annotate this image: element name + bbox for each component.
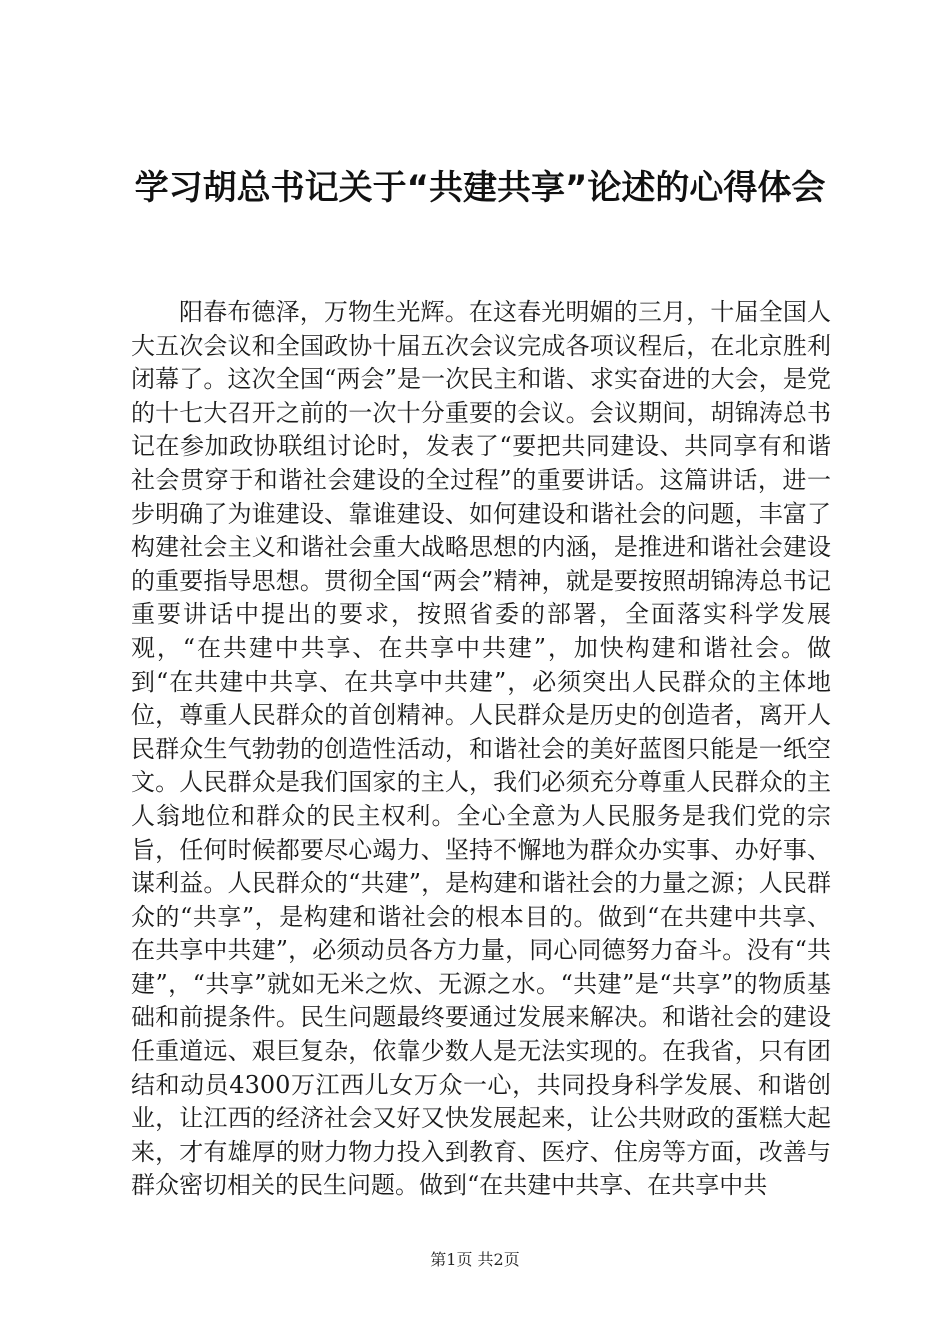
page-number-footer: 第1页 共2页 bbox=[430, 1250, 520, 1269]
body-paragraph: 阳春布德泽，万物生光辉。在这春光明媚的三月，十届全国人大五次会议和全国政协十届五次会议完成各项议程后，在北京胜利闭幕了。这次全国“两会”是一次民主和谐、求实奋进的大会，是党的十七大召开之前的一次十分重要的会议。会议期间，胡锦涛总书记在参加政协联组讨论时，发表了“要把共同建设、共同享有和谐社会贯穿于和谐社会建设的全过程”的重要讲话。这篇讲话，进一步明确了为谁建设、靠谁建设、如何建设和谐社会的问题，丰富了构建社会主义和谐社会重大战略思想的内涵，是推进和谐社会建设的重要指导思想。贯彻全国“两会”精神，就是要按照胡锦涛总书记重要讲话中提出的要求，按照省委的部署，全面落实科学发展观，“在共建中共享、在共享中共建”，加快构建和谐社会。做到“在共建中共享、在共享中共建”，必须突出人民群众的主体地位，尊重人民群众的首创精神。人民群众是历史的创造者，离开人民群众生气勃勃的创造性活动，和谐社会的美好蓝图只能是一纸空文。人民群众是我们国家的主人，我们必须充分尊重人民群众的主人翁地位和群众的民主权利。全心全意为人民服务是我们党的宗旨，任何时候都要尽心竭力、坚持不懈地为群众办实事、办好事、谋利益。人民群众的“共建”，是构建和谐社会的力量之源；人民群众的“共享”，是构建和谐社会的根本目的。做到“在共建中共享、在共享中共建”，必须动员各方力量，同心同德努力奋斗。没有“共建”，“共享”就如无米之炊、无源之水。“共建”是“共享”的物质基础和前提条件。民生问题最终要通过发展来解决。和谐社会的建设任重道远、艰巨复杂，依靠少数人是无法实现的。在我省，只有团结和动员4300万江西儿女万众一心，共同投身科学发展、和谐创业，让江西的经济社会又好又快发展起来，让公共财政的蛋糕大起来，才有雄厚的财力物力投入到教育、医疗、住房等方面，改善与群众密切相关的民生问题。做到“在共建中共享、在共享中共 bbox=[131, 298, 831, 1200]
document-title: 学习胡总书记关于“共建共享”论述的心得体会 bbox=[134, 168, 826, 208]
